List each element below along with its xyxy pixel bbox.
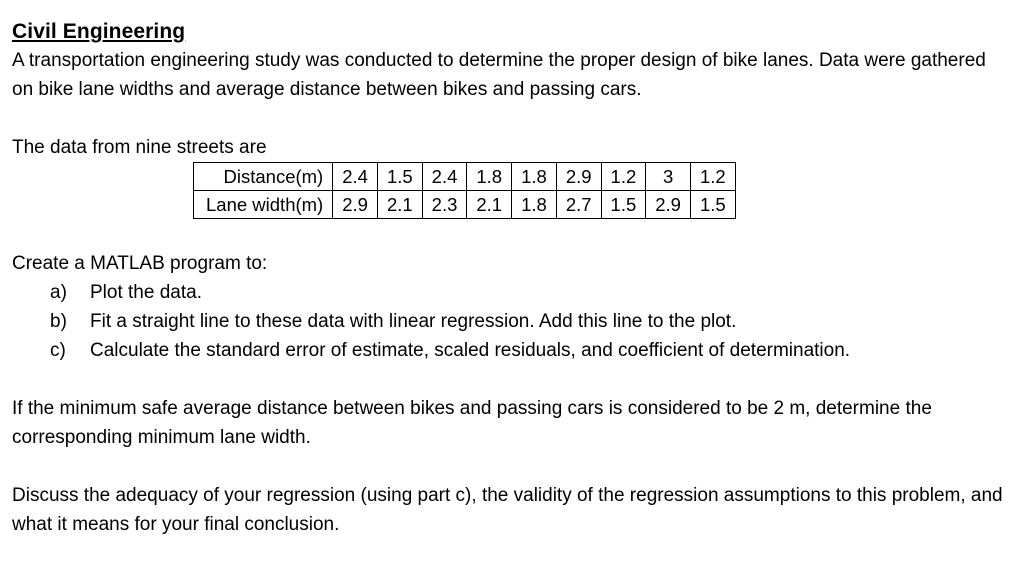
table-cell: 1.8 — [512, 163, 557, 191]
row-label-lane-width: Lane width(m) — [194, 191, 333, 219]
table-cell: 2.9 — [556, 163, 601, 191]
table-cell: 2.9 — [333, 191, 378, 219]
discussion-paragraph: Discuss the adequacy of your regression (using part c), the validity of the regression assumptions to this problem, and what it means for your final conclusion. — [12, 485, 1003, 535]
list-item — [50, 278, 1017, 307]
table-cell: 1.2 — [601, 163, 646, 191]
table-cell: 2.7 — [556, 191, 601, 219]
task-intro: Create a MATLAB program to: — [12, 253, 268, 274]
list-item — [50, 307, 1017, 336]
table-cell: 1.2 — [690, 163, 735, 191]
problem-document — [12, 18, 1017, 539]
table-cell: 2.1 — [377, 191, 422, 219]
task-marker: c) — [50, 340, 66, 361]
task-text: Calculate the standard error of estimate, scaled residuals, and coefficient of determination. — [90, 340, 851, 361]
data-intro: The data from nine streets are — [12, 137, 267, 158]
table-cell: 2.1 — [467, 191, 512, 219]
section-heading: Civil Engineering — [12, 20, 186, 43]
task-marker: b) — [50, 311, 67, 332]
table-cell: 1.5 — [690, 191, 735, 219]
lane-width-row — [194, 191, 736, 219]
task-text: Plot the data. — [90, 282, 202, 303]
table-cell: 1.5 — [377, 163, 422, 191]
table-cell: 2.3 — [422, 191, 467, 219]
table-cell: 1.8 — [467, 163, 512, 191]
table-cell: 2.4 — [333, 163, 378, 191]
intro-paragraph: A transportation engineering study was conducted to determine the proper design of bike lanes. Data were gathered on bike lane widths and average distance between bikes and passing cars. — [12, 50, 986, 100]
table-cell: 3 — [646, 163, 691, 191]
task-marker: a) — [50, 282, 67, 303]
list-item — [50, 336, 1017, 365]
question-paragraph: If the minimum safe average distance between bikes and passing cars is considered to be 2 m, determine the corresponding minimum lane width. — [12, 398, 932, 448]
task-list — [12, 278, 1017, 365]
table-cell: 2.4 — [422, 163, 467, 191]
table-cell: 1.8 — [512, 191, 557, 219]
distance-row — [194, 163, 736, 191]
table-cell: 2.9 — [646, 191, 691, 219]
data-table — [193, 162, 736, 219]
task-text: Fit a straight line to these data with linear regression. Add this line to the plot. — [90, 311, 737, 332]
table-cell: 1.5 — [601, 191, 646, 219]
row-label-distance: Distance(m) — [194, 163, 333, 191]
